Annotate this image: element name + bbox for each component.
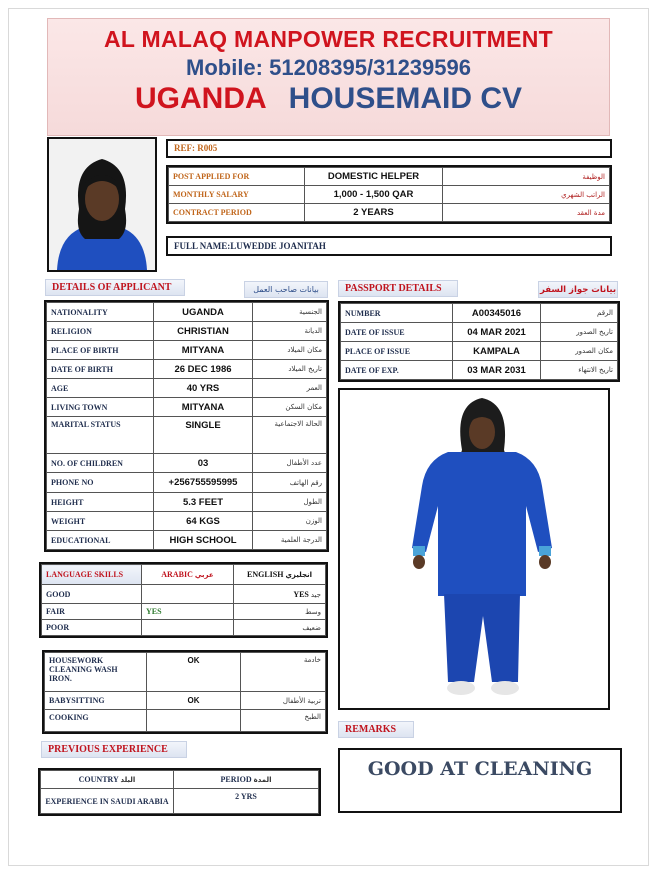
table-row: LIVING TOWN MITYANA مكان السكن xyxy=(47,398,327,417)
applicant-table xyxy=(44,300,329,552)
cv-country: UGANDA xyxy=(134,82,267,115)
table-row: DATE OF ISSUE 04 MAR 2021 تاريخ الصدور xyxy=(341,323,618,342)
table-row: PLACE OF ISSUE KAMPALA مكان الصدور xyxy=(341,342,618,361)
language-skills-label: LANGUAGE SKILLS xyxy=(42,565,142,585)
table-row: NATIONALITY UGANDA الجنسية xyxy=(47,303,327,322)
applicant-heading-ar: بيانات صاحب العمل xyxy=(244,281,328,298)
cv-title xyxy=(48,82,609,116)
company-name: AL MALAQ MANPOWER RECRUITMENT xyxy=(103,26,554,52)
table-row: NUMBER A00345016 الرقم xyxy=(341,304,618,323)
table-row xyxy=(41,789,319,814)
table-row xyxy=(42,565,326,585)
experience-heading: PREVIOUS EXPERIENCE xyxy=(41,741,187,758)
ref-number: REF: R005 xyxy=(166,139,612,158)
period-header: PERIOD المدة xyxy=(174,771,319,789)
table-row: PHONE NO +256755595995 رقم الهاتف xyxy=(47,473,327,493)
english-column: ENGLISH انجليزي xyxy=(234,565,326,585)
portrait-photo xyxy=(47,137,157,272)
table-row: COOKING الطبخ xyxy=(45,710,326,732)
cv-role: HOUSEMAID CV xyxy=(288,82,523,115)
contract-row xyxy=(169,204,610,222)
table-row: HEIGHT 5.3 FEET الطول xyxy=(47,493,327,512)
salary-label: MONTHLY SALARY xyxy=(169,186,305,204)
post-row xyxy=(169,168,610,186)
table-row: HOUSEWORK CLEANING WASH IRON. OK خادمة xyxy=(45,653,326,692)
salary-ar: الراتب الشهري xyxy=(443,186,610,204)
contract-ar: مدة العقد xyxy=(443,204,610,222)
table-row: WEIGHT 64 KGS الوزن xyxy=(47,512,327,531)
table-row: PLACE OF BIRTH MITYANA مكان الميلاد xyxy=(47,341,327,360)
post-value: DOMESTIC HELPER xyxy=(305,168,443,186)
table-row: FAIR YES وسط xyxy=(42,604,326,620)
company-mobile: Mobile: 51208395/31239596 xyxy=(186,55,471,80)
passport-heading: PASSPORT DETAILS xyxy=(338,280,458,297)
post-table xyxy=(166,165,612,224)
remarks-heading: REMARKS xyxy=(338,721,414,738)
salary-value: 1,000 - 1,500 QAR xyxy=(305,186,443,204)
applicant-heading: DETAILS OF APPLICANT xyxy=(45,279,185,296)
post-label: POST APPLIED FOR xyxy=(169,168,305,186)
arabic-column: ARABIC عربي xyxy=(142,565,234,585)
experience-table xyxy=(38,768,321,816)
remarks-box xyxy=(338,748,622,813)
table-row: MARITAL STATUS SINGLE الحالة الاجتماعية xyxy=(47,417,327,454)
table-row: RELIGION CHRISTIAN الديانة xyxy=(47,322,327,341)
skills-table xyxy=(42,650,328,734)
table-row: NO. OF CHILDREN 03 عدد الأطفال xyxy=(47,454,327,473)
table-row: BABYSITTING OK تربية الأطفال xyxy=(45,692,326,710)
post-ar: الوظيفة xyxy=(443,168,610,186)
salary-row xyxy=(169,186,610,204)
table-row: AGE 40 YRS العمر xyxy=(47,379,327,398)
table-row: DATE OF BIRTH 26 DEC 1986 تاريخ الميلاد xyxy=(47,360,327,379)
table-row: GOOD YES جيد xyxy=(42,585,326,604)
experience-country: EXPERIENCE IN SAUDI ARABIA xyxy=(41,789,174,814)
table-row xyxy=(41,771,319,789)
contract-label: CONTRACT PERIOD xyxy=(169,204,305,222)
passport-heading-ar: بيانات جواز السفر xyxy=(538,281,618,298)
country-header: COUNTRY البلد xyxy=(41,771,174,789)
full-name: FULL NAME:LUWEDDE JOANITAH xyxy=(166,236,612,256)
remarks-text: GOOD AT CLEANING xyxy=(367,758,593,780)
table-row: DATE OF EXP. 03 MAR 2031 تاريخ الانتهاء xyxy=(341,361,618,380)
passport-table xyxy=(338,301,620,382)
full-body-photo xyxy=(338,388,610,710)
cv-header xyxy=(47,18,610,136)
table-row: EDUCATIONAL HIGH SCHOOL الدرجة العلمية xyxy=(47,531,327,550)
language-table xyxy=(39,562,328,638)
experience-period: 2 YRS xyxy=(174,789,319,814)
contract-value: 2 YEARS xyxy=(305,204,443,222)
table-row: POOR ضعيف xyxy=(42,620,326,636)
